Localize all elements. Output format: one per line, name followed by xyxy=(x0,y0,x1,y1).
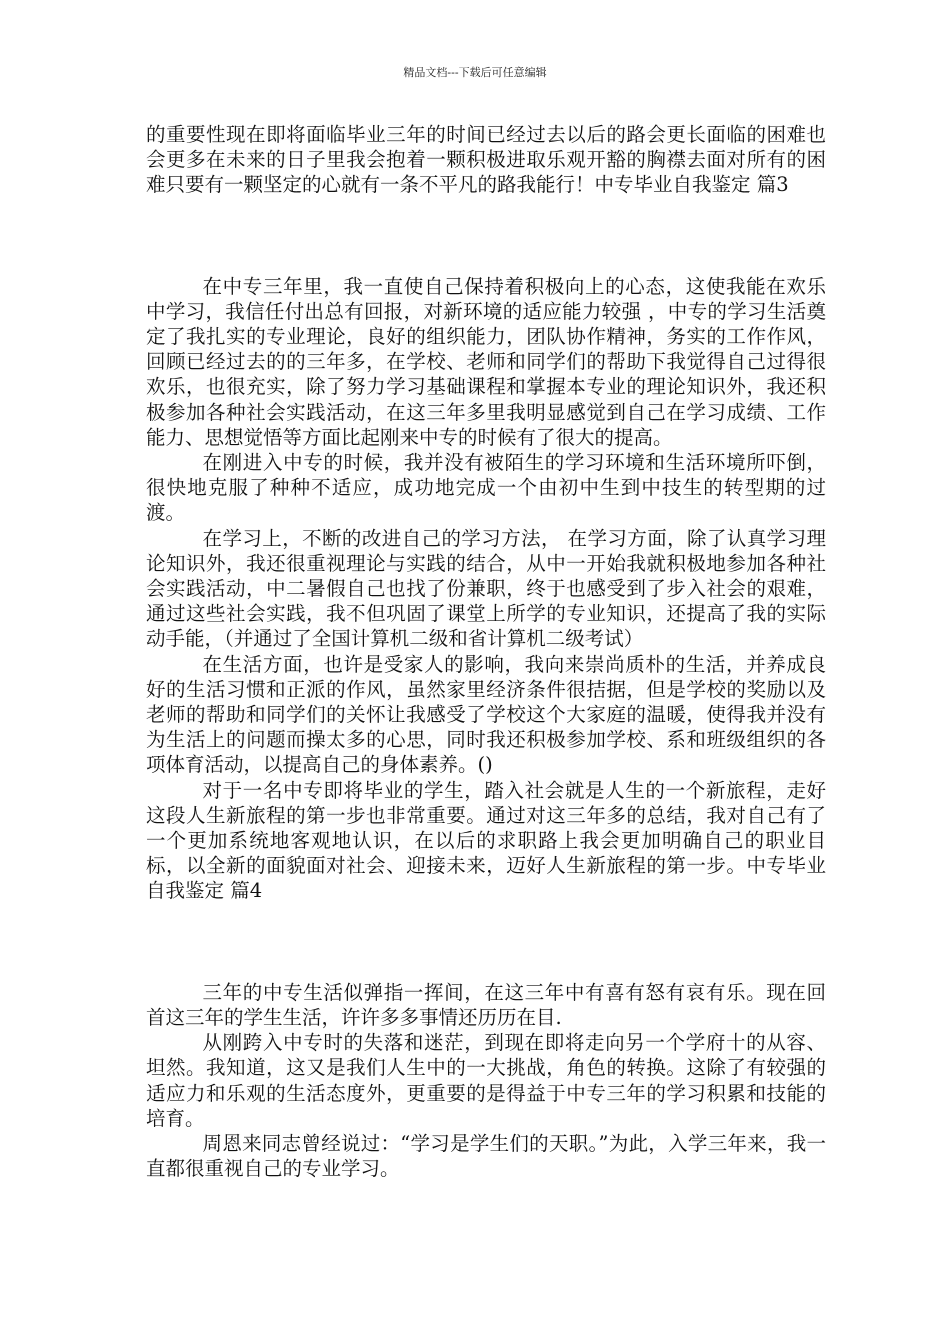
page-header: 精品文档---下载后可任意编辑 xyxy=(403,66,547,79)
paragraph: 在学习上，不断的改进自己的学习方法， 在学习方面，除了认真学习理论知识外，我还很重视理论与实践的结合，从中一开始我就积极地参加各种社会实践活动，中二暑假自己也找了份兼职，终于也感受到了步入社会的艰难，通过这些社会实践，我不但巩固了课堂上所学的专业知识，还提高了我的实际动手能，（并通过了全国计算机二级和省计算机二级考试） xyxy=(146,526,826,651)
paragraph: 三年的中专生活似弹指一挥间，在这三年中有喜有怒有哀有乐。现在回首这三年的学生生活，许许多多事情还历历在目. xyxy=(146,980,826,1029)
paragraph: 周恩来同志曾经说过：“学习是学生们的天职。”为此，入学三年来，我一直都很重视自己的专业学习。 xyxy=(146,1131,826,1181)
paragraph: 在中专三年里，我一直使自己保持着积极向上的心态，这使我能在欢乐中学习，我信任付出总有回报，对新环境的适应能力较强 ，中专的学习生活奠定了我扎实的专业理论，良好的组织能力，团队协作精神，务实的工作作风， 回顾已经过去的的三年多，在学校、老师和同学们的帮助下我觉得自己过得很欢乐，也很充实，除了努力学习基础课程和掌握本专业的理论知识外，我还积极参加各种社会实践活动，在这三年多里我明显感觉到自己在学习成绩、工作能力、思想觉悟等方面比起刚来中专的时候有了很大的提高。 xyxy=(146,274,826,449)
document-body xyxy=(146,122,826,1181)
section-gap xyxy=(146,904,826,980)
paragraph-continuation: 的重要性现在即将面临毕业三年的时间已经过去以后的路会更长面临的困难也会更多在未来的日子里我会抱着一颗积极进取乐观开豁的胸襟去面对所有的困难只要有一颗坚定的心就有一条不平凡的路我能行！中专毕业自我鉴定 篇3 xyxy=(146,123,826,197)
paragraph: 从刚跨入中专时的失落和迷茫，到现在即将走向另一个学府十的从容、坦然。我知道，这又是我们人生中的一大挑战，角色的转换。这除了有较强的适应力和乐观的生活态度外，更重要的是得益于中专三年的学习积累和技能的培育。 xyxy=(146,1031,826,1130)
section-gap xyxy=(146,198,826,274)
paragraph: 对于一名中专即将毕业的学生，踏入社会就是人生的一个新旅程，走好这段人生新旅程的第一步也非常重要。通过对这三年多的总结，我对自己有了一个更加系统地客观地认识，在以后的求职路上我会更加明确自己的职业目标，以全新的面貌面对社会、迎接未来，迈好人生新旅程的第一步。中专毕业自我鉴定 篇4 xyxy=(146,778,826,903)
paragraph: 在刚进入中专的时候，我并没有被陌生的学习环境和生活环境所吓倒，很快地克服了种种不适应，成功地完成一个由初中生到中技生的转型期的过渡。 xyxy=(146,451,826,525)
paragraph: 在生活方面，也许是受家人的影响，我向来崇尚质朴的生活，并养成良好的生活习惯和正派的作风，虽然家里经济条件很拮据，但是学校的奖励以及老师的帮助和同学们的关怀让我感受了学校这个大家庭的温暖，使得我并没有为生活上的问题而操太多的心思，同时我还积极参加学校、系和班级组织的各项体育活动，以提高自己的身体素养。() xyxy=(146,652,826,777)
